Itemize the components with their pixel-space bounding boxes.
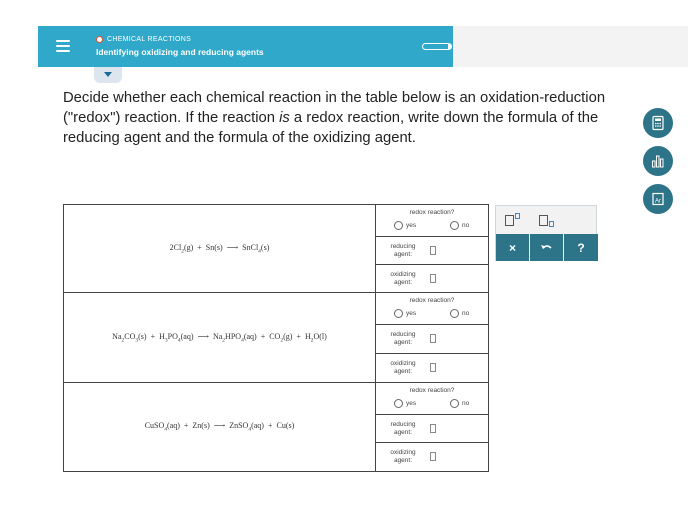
oxidizing-agent-label: oxidizing agent: bbox=[390, 360, 416, 375]
periodic-table-icon bbox=[650, 191, 666, 207]
expand-chevron-icon[interactable] bbox=[94, 67, 122, 83]
svg-text:Ar: Ar bbox=[655, 198, 661, 205]
topic-label bbox=[96, 36, 191, 43]
table-row bbox=[64, 293, 488, 383]
reaction-equation: $Na_2CO_3(s) + H_3PO_4(aq)$ ⟶ $Na_2HPO_4(aq) + CO_2(g) + H_2O(l)$ bbox=[64, 293, 376, 382]
data-button[interactable] bbox=[643, 146, 673, 176]
progress-bar bbox=[422, 43, 452, 50]
redox-question-label: redox reaction? bbox=[409, 387, 455, 394]
chart-icon bbox=[650, 153, 666, 169]
yes-label: yes bbox=[406, 222, 417, 229]
periodic-table-button[interactable] bbox=[643, 184, 673, 214]
header-bar bbox=[38, 26, 453, 67]
reducing-agent-input[interactable] bbox=[430, 246, 436, 255]
calculator-icon bbox=[650, 115, 666, 131]
undo-button[interactable] bbox=[530, 234, 564, 261]
answer-cell bbox=[376, 293, 488, 382]
oxidizing-agent-input[interactable] bbox=[430, 274, 436, 283]
yes-radio[interactable] bbox=[394, 399, 403, 408]
topic-text: CHEMICAL REACTIONS bbox=[107, 36, 192, 43]
menu-icon[interactable] bbox=[56, 40, 70, 52]
superscript-button[interactable] bbox=[496, 206, 530, 234]
oxidizing-agent-input[interactable] bbox=[430, 363, 436, 372]
subscript-button[interactable] bbox=[530, 206, 564, 234]
table-row bbox=[64, 383, 488, 471]
superscript-icon bbox=[503, 213, 523, 227]
reaction-table bbox=[63, 204, 489, 472]
reducing-agent-input[interactable] bbox=[430, 424, 436, 433]
answer-keypad bbox=[495, 205, 597, 261]
yes-label: yes bbox=[406, 310, 417, 317]
no-label: no bbox=[462, 310, 470, 317]
no-label: no bbox=[462, 222, 470, 229]
reducing-agent-input[interactable] bbox=[430, 334, 436, 343]
question-text: Decide whether each chemical reaction in the table below is an oxidation-reduction ("redox") reaction. If the reaction is a redox reaction, write down the formula of the reducing agent and the formula of the oxidizing agent. bbox=[63, 90, 606, 146]
answer-cell bbox=[376, 205, 488, 292]
oxidizing-agent-input[interactable] bbox=[430, 452, 436, 461]
subscript-icon bbox=[537, 213, 557, 227]
reducing-agent-label: reducing agent: bbox=[390, 243, 416, 258]
reaction-equation: CuSO$_4$(aq) + Zn(s) ⟶ ZnSO$_4$(aq) + Cu(s) bbox=[64, 383, 376, 471]
redox-question-label: redox reaction? bbox=[409, 297, 455, 304]
yes-radio[interactable] bbox=[394, 309, 403, 318]
answer-cell bbox=[376, 383, 488, 471]
undo-icon bbox=[540, 243, 554, 253]
redox-question-label: redox reaction? bbox=[409, 209, 455, 216]
header-right-area bbox=[453, 26, 688, 67]
no-radio[interactable] bbox=[450, 399, 459, 408]
no-label: no bbox=[462, 400, 470, 407]
no-radio[interactable] bbox=[450, 309, 459, 318]
reaction-equation: $2Cl_2(g) + Sn(s)$ ⟶ SnCl$_4$(s) bbox=[64, 205, 376, 292]
no-radio[interactable] bbox=[450, 221, 459, 230]
oxidizing-agent-label: oxidizing agent: bbox=[390, 271, 416, 286]
reducing-agent-label: reducing agent: bbox=[390, 421, 416, 436]
page-title: Identifying oxidizing and reducing agents bbox=[96, 47, 264, 57]
yes-radio[interactable] bbox=[394, 221, 403, 230]
clear-button[interactable]: × bbox=[496, 234, 530, 261]
table-row bbox=[64, 205, 488, 293]
topic-status-icon bbox=[96, 36, 103, 43]
help-button[interactable]: ? bbox=[564, 234, 598, 261]
yes-label: yes bbox=[406, 400, 417, 407]
calculator-button[interactable] bbox=[643, 108, 673, 138]
reducing-agent-label: reducing agent: bbox=[390, 331, 416, 346]
oxidizing-agent-label: oxidizing agent: bbox=[390, 449, 416, 464]
